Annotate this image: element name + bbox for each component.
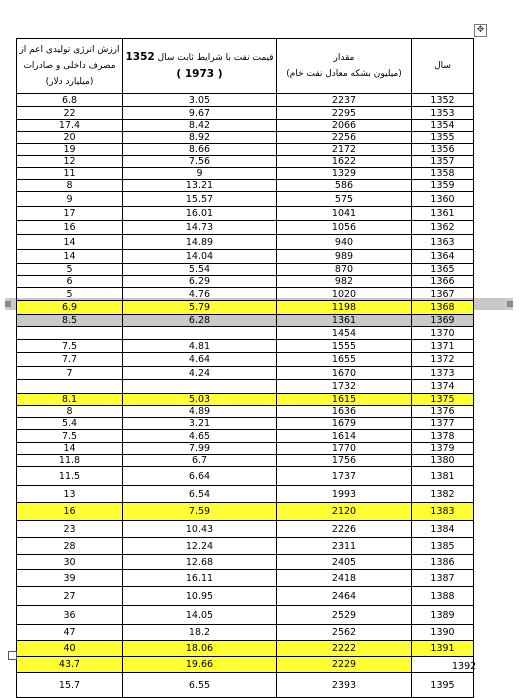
- table-row: [17, 455, 474, 467]
- cell-value: 19: [17, 144, 123, 156]
- cell-amount: 1993: [277, 486, 412, 503]
- table-row: [17, 315, 474, 327]
- cell-year: 1365: [412, 264, 474, 276]
- header-value-line-2: مصرف داخلی و صادرات: [23, 61, 116, 71]
- cell-amount: 1615: [277, 394, 412, 406]
- cell-year: 1379: [412, 443, 474, 455]
- table-row: [17, 288, 474, 301]
- cell-year: 1389: [412, 606, 474, 625]
- cell-amount: 1655: [277, 353, 412, 367]
- cell-year: 1385: [412, 538, 474, 555]
- cell-price: 8.66: [123, 144, 277, 156]
- table-row: [17, 657, 474, 673]
- table-row: [17, 394, 474, 406]
- cell-value: 23: [17, 521, 123, 538]
- cell-year: 1387: [412, 570, 474, 587]
- cell-amount: 2562: [277, 625, 412, 641]
- cell-price: 7.99: [123, 443, 277, 455]
- cell-year: 1377: [412, 418, 474, 430]
- header-year: سال: [412, 39, 474, 94]
- table-row: [17, 486, 474, 503]
- cell-price: 16.01: [123, 207, 277, 221]
- gutter-marker-right: [507, 301, 513, 307]
- cell-amount: 1737: [277, 467, 412, 486]
- cell-year: 1369: [412, 315, 474, 327]
- cell-year: 1354: [412, 120, 474, 132]
- cell-value: 39: [17, 570, 123, 587]
- cell-amount: 2066: [277, 120, 412, 132]
- cell-amount: 1041: [277, 207, 412, 221]
- table-row: [17, 180, 474, 192]
- cell-value: 6: [17, 276, 123, 288]
- table-row: [17, 207, 474, 221]
- table-row: [17, 264, 474, 276]
- cell-year: 1391: [412, 641, 474, 657]
- header-price-line-1: قیمت نفت با شرایط ثابت سال: [157, 53, 274, 63]
- header-amount: [277, 39, 412, 94]
- cell-value: 14: [17, 235, 123, 250]
- cell-amount: 2256: [277, 132, 412, 144]
- cell-price: 6.64: [123, 467, 277, 486]
- cell-amount: 1770: [277, 443, 412, 455]
- cell-amount: 1614: [277, 430, 412, 443]
- cell-amount: 1622: [277, 156, 412, 168]
- cell-price: 14.89: [123, 235, 277, 250]
- cell-year: 1361: [412, 207, 474, 221]
- table-row: [17, 107, 474, 120]
- cell-amount: 2226: [277, 521, 412, 538]
- cell-price: 14.73: [123, 221, 277, 235]
- cell-amount: 575: [277, 192, 412, 207]
- cell-year: 1388: [412, 587, 474, 606]
- cell-value: 11.5: [17, 467, 123, 486]
- table-row: [17, 521, 474, 538]
- table-row: [17, 430, 474, 443]
- table-row: [17, 276, 474, 288]
- table-row: [17, 144, 474, 156]
- cell-year: 1381: [412, 467, 474, 486]
- cell-price: 6.55: [123, 673, 277, 698]
- cell-year: 1367: [412, 288, 474, 301]
- cell-price: 9.67: [123, 107, 277, 120]
- cell-value: 16: [17, 221, 123, 235]
- table-row: [17, 353, 474, 367]
- table-row: [17, 367, 474, 380]
- cell-price: 3.21: [123, 418, 277, 430]
- cell-year: 1357: [412, 156, 474, 168]
- cell-value: [17, 380, 123, 394]
- cell-price: 5.79: [123, 301, 277, 315]
- cell-price: 10.43: [123, 521, 277, 538]
- cell-amount: 2405: [277, 555, 412, 570]
- table-row: [17, 156, 474, 168]
- cell-value: 11.8: [17, 455, 123, 467]
- cell-value: 15.7: [17, 673, 123, 698]
- header-amount-line-1: مقدار: [333, 53, 355, 63]
- cell-value: 7: [17, 367, 123, 380]
- table-row: [17, 380, 474, 394]
- cell-value: 13: [17, 486, 123, 503]
- cell-value: [17, 327, 123, 340]
- cell-amount: 2229: [277, 657, 412, 673]
- cell-price: 12.24: [123, 538, 277, 555]
- cell-price: 8.92: [123, 132, 277, 144]
- cell-value: 40: [17, 641, 123, 657]
- cell-year: 1356: [412, 144, 474, 156]
- cell-year: [412, 657, 477, 673]
- cell-value: 8.5: [17, 315, 123, 327]
- table-row: [17, 192, 474, 207]
- header-price-year: 1352: [125, 51, 155, 63]
- cell-value: 5: [17, 288, 123, 301]
- cell-price: 6.28: [123, 315, 277, 327]
- cell-amount: 2172: [277, 144, 412, 156]
- cell-price: 16.11: [123, 570, 277, 587]
- cell-year: 1378: [412, 430, 474, 443]
- table-row: [17, 235, 474, 250]
- cell-price: 5.03: [123, 394, 277, 406]
- cell-price: 8.42: [123, 120, 277, 132]
- cell-year: 1390: [412, 625, 474, 641]
- cell-amount: 2120: [277, 503, 412, 521]
- cell-amount: 1670: [277, 367, 412, 380]
- cell-amount: 1198: [277, 301, 412, 315]
- cell-year: 1360: [412, 192, 474, 207]
- cell-value: 36: [17, 606, 123, 625]
- cell-amount: 1020: [277, 288, 412, 301]
- cell-value: 7.7: [17, 353, 123, 367]
- cell-amount: 2393: [277, 673, 412, 698]
- cell-amount: 1732: [277, 380, 412, 394]
- cell-value: 20: [17, 132, 123, 144]
- gutter-marker-left: [5, 301, 11, 307]
- cell-year: 1386: [412, 555, 474, 570]
- cell-value: 47: [17, 625, 123, 641]
- cell-value: 7.5: [17, 430, 123, 443]
- cell-amount: 1454: [277, 327, 412, 340]
- cell-value: 14: [17, 250, 123, 264]
- cell-price: 12.68: [123, 555, 277, 570]
- cell-value: 14: [17, 443, 123, 455]
- table-row: [17, 301, 474, 315]
- cell-amount: 586: [277, 180, 412, 192]
- table-row: [17, 340, 474, 353]
- cell-year: 1374: [412, 380, 474, 394]
- table-move-handle-icon[interactable]: ✥: [474, 24, 487, 37]
- cell-price: 14.04: [123, 250, 277, 264]
- cell-value: 17.4: [17, 120, 123, 132]
- cell-year: 1384: [412, 521, 474, 538]
- header-price-line-2: ( 1973 ): [176, 68, 223, 80]
- cell-value: 5.4: [17, 418, 123, 430]
- cell-amount: 2295: [277, 107, 412, 120]
- cell-price: 7.59: [123, 503, 277, 521]
- cell-value: 8: [17, 180, 123, 192]
- table-row: [17, 467, 474, 486]
- cell-year: 1373: [412, 367, 474, 380]
- cell-amount: 1555: [277, 340, 412, 353]
- cell-price: 6.29: [123, 276, 277, 288]
- table-header-row: [17, 39, 474, 94]
- cell-amount: 1679: [277, 418, 412, 430]
- table-row: [17, 641, 474, 657]
- cell-amount: 1056: [277, 221, 412, 235]
- cell-value: 17: [17, 207, 123, 221]
- cell-year: 1395: [412, 673, 474, 698]
- cell-amount: 2529: [277, 606, 412, 625]
- cell-price: 4.64: [123, 353, 277, 367]
- cell-price: 5.54: [123, 264, 277, 276]
- cell-value: 6.8: [17, 94, 123, 107]
- cell-amount: 1636: [277, 406, 412, 418]
- table-row: [17, 94, 474, 107]
- table-row: [17, 168, 474, 180]
- header-price: [123, 39, 277, 94]
- cell-value: 28: [17, 538, 123, 555]
- cell-price: 4.89: [123, 406, 277, 418]
- table-row: [17, 538, 474, 555]
- cell-price: 3.05: [123, 94, 277, 107]
- cell-year: 1383: [412, 503, 474, 521]
- cell-value: 11: [17, 168, 123, 180]
- cell-price: 14.05: [123, 606, 277, 625]
- cell-year: 1358: [412, 168, 474, 180]
- cell-year: 1376: [412, 406, 474, 418]
- cell-amount: 1361: [277, 315, 412, 327]
- cell-price: 10.95: [123, 587, 277, 606]
- cell-year: 1375: [412, 394, 474, 406]
- cell-price: 15.57: [123, 192, 277, 207]
- cell-value: 5: [17, 264, 123, 276]
- cell-price: 4.24: [123, 367, 277, 380]
- cell-amount: 982: [277, 276, 412, 288]
- table-row: [17, 443, 474, 455]
- table-row: [17, 221, 474, 235]
- cell-amount: 870: [277, 264, 412, 276]
- table-row: [17, 570, 474, 587]
- table-row: [17, 418, 474, 430]
- cell-year: 1371: [412, 340, 474, 353]
- cell-price: 13.21: [123, 180, 277, 192]
- table-row: [17, 503, 474, 521]
- cell-year: 1353: [412, 107, 474, 120]
- header-value: [17, 39, 123, 94]
- cell-value: 7.5: [17, 340, 123, 353]
- cell-value: 6.9: [17, 301, 123, 315]
- table-row: [17, 327, 474, 340]
- cell-price: [123, 327, 277, 340]
- cell-value: 22: [17, 107, 123, 120]
- cell-value: 8: [17, 406, 123, 418]
- header-value-line-1: ارزش انرژی تولیدی اعم از: [19, 45, 120, 55]
- cell-amount: 1756: [277, 455, 412, 467]
- header-amount-line-2: (میلیون بشکه معادل نفت خام): [286, 69, 402, 79]
- cell-year-overflow: 1392: [452, 661, 477, 672]
- cell-year: 1362: [412, 221, 474, 235]
- cell-value: 9: [17, 192, 123, 207]
- energy-data-table: [16, 38, 477, 698]
- cell-year: 1359: [412, 180, 474, 192]
- cell-price: 4.81: [123, 340, 277, 353]
- table-row: [17, 555, 474, 570]
- cell-price: 9: [123, 168, 277, 180]
- cell-value: 43.7: [17, 657, 123, 673]
- table-row: [17, 406, 474, 418]
- cell-price: 18.06: [123, 641, 277, 657]
- cell-year: 1352: [412, 94, 474, 107]
- table-resize-handle[interactable]: [8, 651, 17, 660]
- cell-amount: 2311: [277, 538, 412, 555]
- cell-price: 4.65: [123, 430, 277, 443]
- cell-price: 7.56: [123, 156, 277, 168]
- cell-price: 18.2: [123, 625, 277, 641]
- cell-amount: 989: [277, 250, 412, 264]
- table-row: [17, 587, 474, 606]
- table-row: [17, 132, 474, 144]
- cell-year: 1364: [412, 250, 474, 264]
- cell-value: 16: [17, 503, 123, 521]
- cell-amount: 2464: [277, 587, 412, 606]
- cell-price: 19.66: [123, 657, 277, 673]
- cell-year: 1368: [412, 301, 474, 315]
- cell-price: 4.76: [123, 288, 277, 301]
- cell-value: 27: [17, 587, 123, 606]
- table-row: [17, 673, 474, 698]
- cell-price: [123, 380, 277, 394]
- cell-year: 1382: [412, 486, 474, 503]
- header-value-line-3: (میلیارد دلار): [45, 77, 94, 87]
- cell-value: 8.1: [17, 394, 123, 406]
- cell-price: 6.54: [123, 486, 277, 503]
- cell-amount: 940: [277, 235, 412, 250]
- cell-year: 1372: [412, 353, 474, 367]
- table-row: [17, 120, 474, 132]
- table-row: [17, 606, 474, 625]
- cell-amount: 2237: [277, 94, 412, 107]
- table-row: [17, 625, 474, 641]
- cell-year: 1366: [412, 276, 474, 288]
- cell-year: 1363: [412, 235, 474, 250]
- cell-price: 6.7: [123, 455, 277, 467]
- cell-value: 30: [17, 555, 123, 570]
- cell-value: 12: [17, 156, 123, 168]
- cell-amount: 2222: [277, 641, 412, 657]
- cell-year: 1370: [412, 327, 474, 340]
- cell-year: 1355: [412, 132, 474, 144]
- cell-amount: 1329: [277, 168, 412, 180]
- table-row: [17, 250, 474, 264]
- cell-amount: 2418: [277, 570, 412, 587]
- cell-year: 1380: [412, 455, 474, 467]
